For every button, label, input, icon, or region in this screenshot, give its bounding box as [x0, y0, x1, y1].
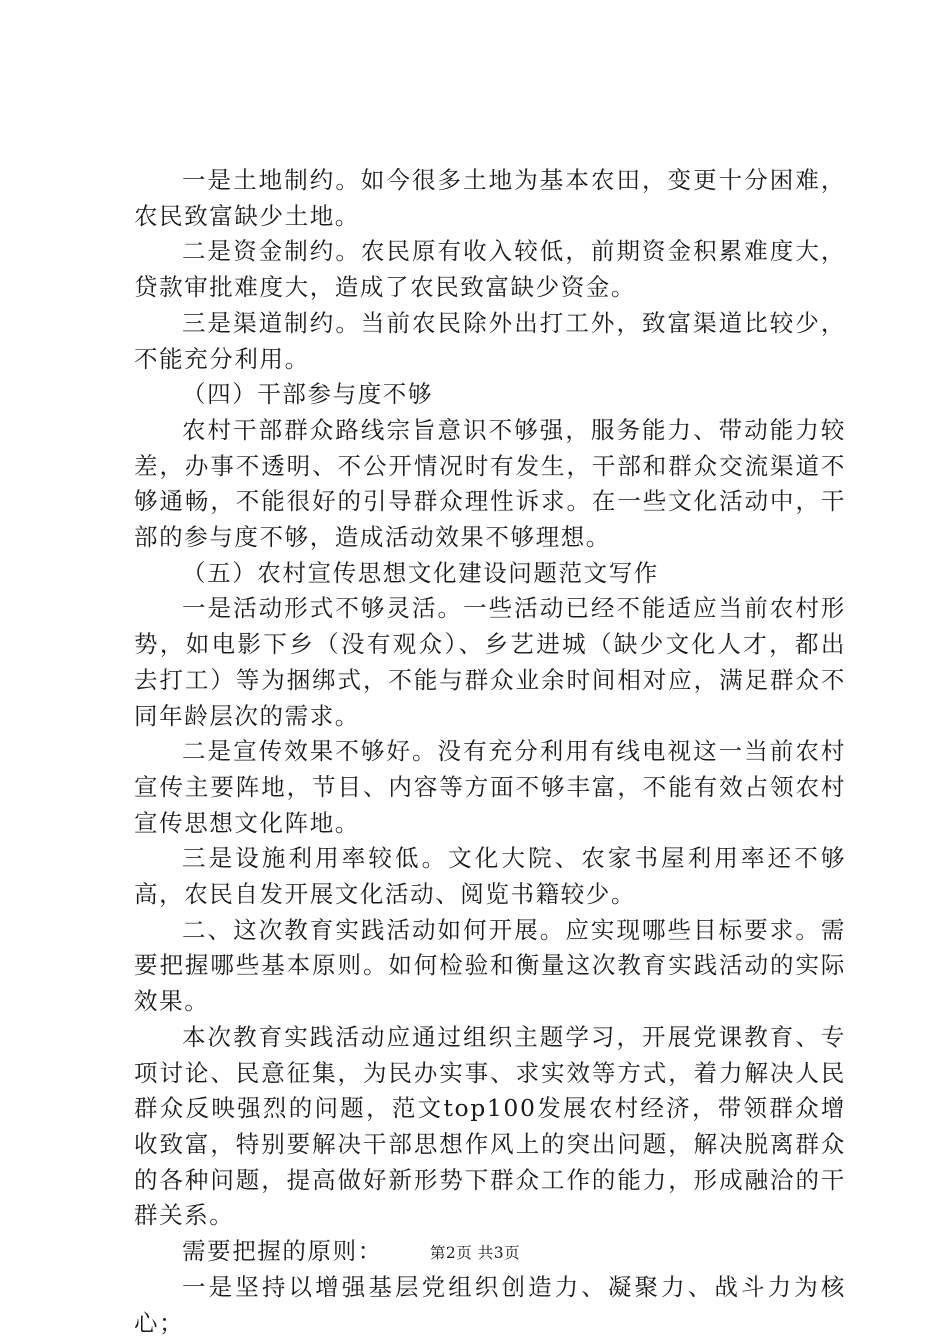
paragraph-facility-usage: 三是设施利用率较低。文化大院、农家书屋利用率还不够高，农民自发开展文化活动、阅览书籍较少。 [134, 844, 846, 909]
paragraph-funding-constraint: 二是资金制约。农民原有收入较低，前期资金积累难度大，贷款审批难度大，造成了农民致富缺少资金。 [134, 237, 846, 302]
section-heading-rural-culture: （五）农村宣传思想文化建设问题范文写作 [182, 558, 659, 587]
paragraph-land-constraint: 一是土地制约。如今很多土地为基本农田，变更十分困难，农民致富缺少土地。 [134, 166, 846, 230]
paragraph-practice-activity-question: 二、这次教育实践活动如何开展。应实现哪些目标要求。需要把握哪些基本原则。如何检验和衡量这次教育实践活动的实际效果。 [134, 915, 846, 1016]
paragraph-activity-form: 一是活动形式不够灵活。一些活动已经不能适应当前农村形势，如电影下乡（没有观众）、乡艺进城（缺少文化人才，都出去打工）等为捆绑式，不能与群众业余时间相对应，满足群众不同年龄层次的需求。 [134, 594, 846, 730]
paragraph-practice-activity-plan: 本次教育实践活动应通过组织主题学习，开展党课教育、专项讨论、民意征集，为民办实事、求实效等方式，着力解决人民群众反映强烈的问题，范文top100发展农村经济，带领群众增收致富，特别要解决干部思想作风上的突出问题，解决脱离群众的各种问题，提高做好新形势下群众工作的能力，形成融洽的干群关系。 [134, 1022, 846, 1230]
paragraph-principle-one: 一是坚持以增强基层党组织创造力、凝聚力、战斗力为核心； [134, 1272, 846, 1337]
paragraph-channel-constraint: 三是渠道制约。当前农民除外出打工外，致富渠道比较少，不能充分利用。 [134, 308, 846, 373]
paragraph-principles-intro: 需要把握的原则： [182, 1237, 383, 1266]
paragraph-publicity-effect: 二是宣传效果不够好。没有充分利用有线电视这一当前农村宣传主要阵地，节目、内容等方面不够丰富，不能有效占领农村宣传思想文化阵地。 [134, 737, 846, 837]
document-body [134, 163, 846, 1341]
paragraph-cadre-participation: 农村干部群众路线宗旨意识不够强，服务能力、带动能力较差，办事不透明、不公开情况时有发生，干部和群众交流渠道不够通畅，不能很好的引导群众理性诉求。在一些文化活动中，干部的参与度不够，造成活动效果不够理想。 [134, 415, 846, 552]
page-footer: 第2页 共3页 [429, 1244, 521, 1262]
section-heading-cadre-participation: （四）干部参与度不够 [182, 380, 433, 409]
